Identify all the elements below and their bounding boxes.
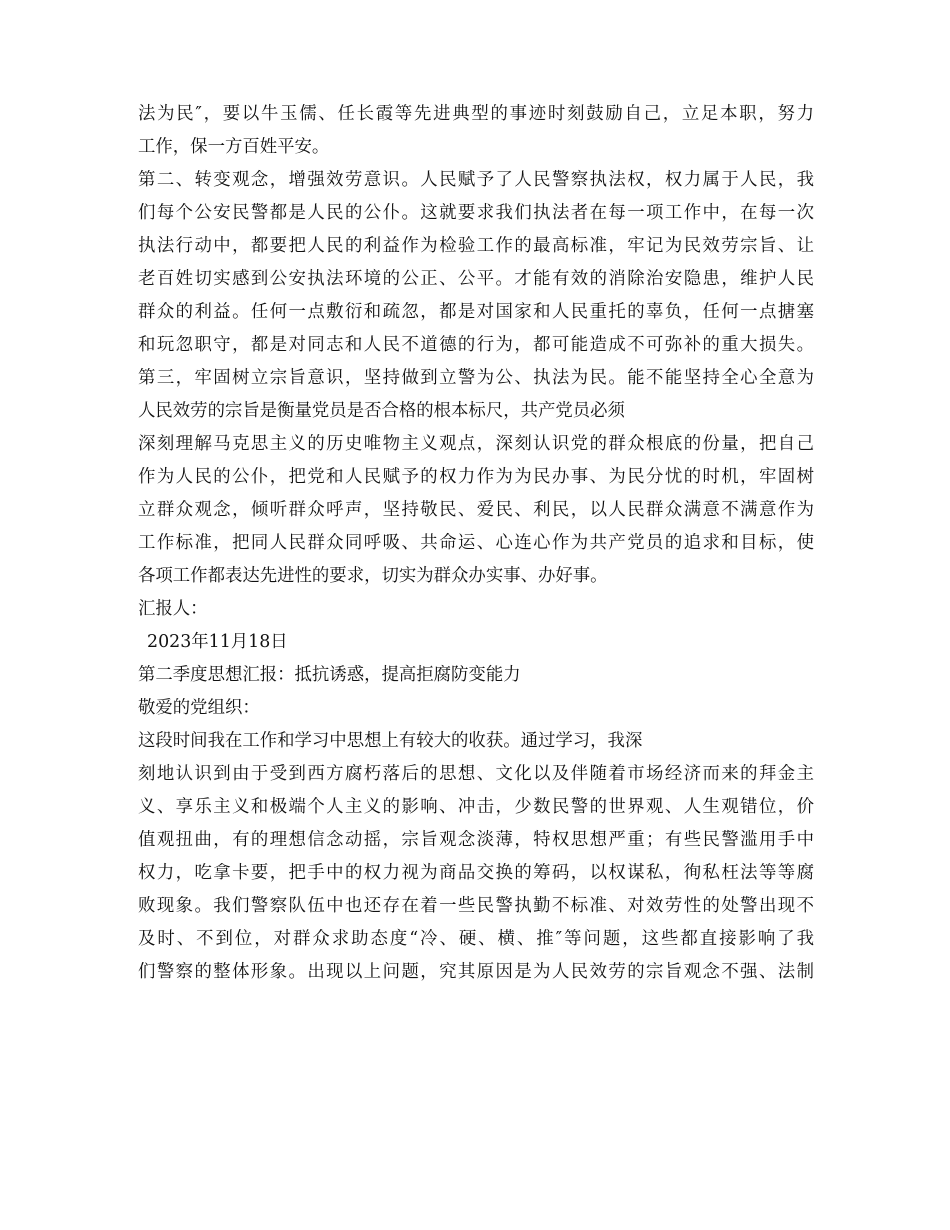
salutation: 敬爱的党组织： — [138, 698, 260, 718]
text-line: 深刻理解马克思主义的历史唯物主义观点，深刻认识党的群众根底的份量，把自己 — [138, 434, 814, 454]
text-line: 义、享乐主义和极端个人主义的影响、冲击，少数民警的世界观、人生观错位，价 — [138, 797, 814, 817]
text-line: 工作标准，把同人民群众同呼吸、共命运、心连心作为共产党员的追求和目标，使 — [138, 533, 814, 553]
text-line: 和玩忽职守，都是对同志和人民不道德的行为，都可能造成不可弥补的重大损失。 — [138, 335, 814, 355]
report-date: 2023年11月18日 — [147, 632, 288, 652]
text-line: 及时、不到位，对群众求助态度“冷、硬、横、推″等问题，这些都直接影响了我 — [138, 929, 814, 949]
section-title: 第二季度思想汇报：抵抗诱惑，提高拒腐防变能力 — [138, 665, 521, 685]
text-line: 立群众观念，倾听群众呼声，坚持敬民、爱民、利民，以人民群众满意不满意作为 — [138, 500, 814, 520]
text-line: 第三，牢固树立宗旨意识，坚持做到立警为公、执法为民。能不能坚持全心全意为 — [138, 368, 814, 388]
text-line: 工作，保一方百姓平安。 — [138, 137, 330, 157]
text-line: 败现象。我们警察队伍中也还存在着一些民警执勤不标准、对效劳性的处警出现不 — [138, 896, 814, 916]
text-line: 刻地认识到由于受到西方腐朽落后的思想、文化以及伴随着市场经济而来的拜金主 — [138, 764, 814, 784]
text-line: 执法行动中，都要把人民的利益作为检验工作的最高标准，牢记为民效劳宗旨、让 — [138, 236, 814, 256]
text-line: 这段时间我在工作和学习中思想上有较大的收获。通过学习，我深 — [138, 731, 643, 751]
text-line: 作为人民的公仆，把党和人民赋予的权力作为为民办事、为民分忧的时机，牢固树 — [138, 467, 814, 487]
reporter-label: 汇报人： — [138, 599, 208, 619]
text-line: 们警察的整体形象。出现以上问题，究其原因是为人民效劳的宗旨观念不强、法制 — [138, 962, 814, 982]
text-line: 群众的利益。任何一点敷衍和疏忽，都是对国家和人民重托的辜负，任何一点搪塞 — [138, 302, 814, 322]
text-line: 人民效劳的宗旨是衡量党员是否合格的根本标尺，共产党员必须 — [138, 401, 625, 421]
document-body — [138, 98, 814, 989]
text-line: 第二、转变观念，增强效劳意识。人民赋予了人民警察执法权，权力属于人民，我 — [138, 170, 814, 190]
text-line: 老百姓切实感到公安执法环境的公正、公平。才能有效的消除治安隐患，维护人民 — [138, 269, 814, 289]
text-line: 权力，吃拿卡要，把手中的权力视为商品交换的筹码，以权谋私，徇私枉法等等腐 — [138, 863, 814, 883]
text-line: 法为民″，要以牛玉儒、任长霞等先进典型的事迹时刻鼓励自己，立足本职，努力 — [138, 104, 814, 124]
text-line: 各项工作都表达先进性的要求，切实为群众办实事、办好事。 — [138, 566, 608, 586]
text-line: 们每个公安民警都是人民的公仆。这就要求我们执法者在每一项工作中，在每一次 — [138, 203, 814, 223]
text-line: 值观扭曲，有的理想信念动摇，宗旨观念淡薄，特权思想严重；有些民警滥用手中 — [138, 830, 814, 850]
